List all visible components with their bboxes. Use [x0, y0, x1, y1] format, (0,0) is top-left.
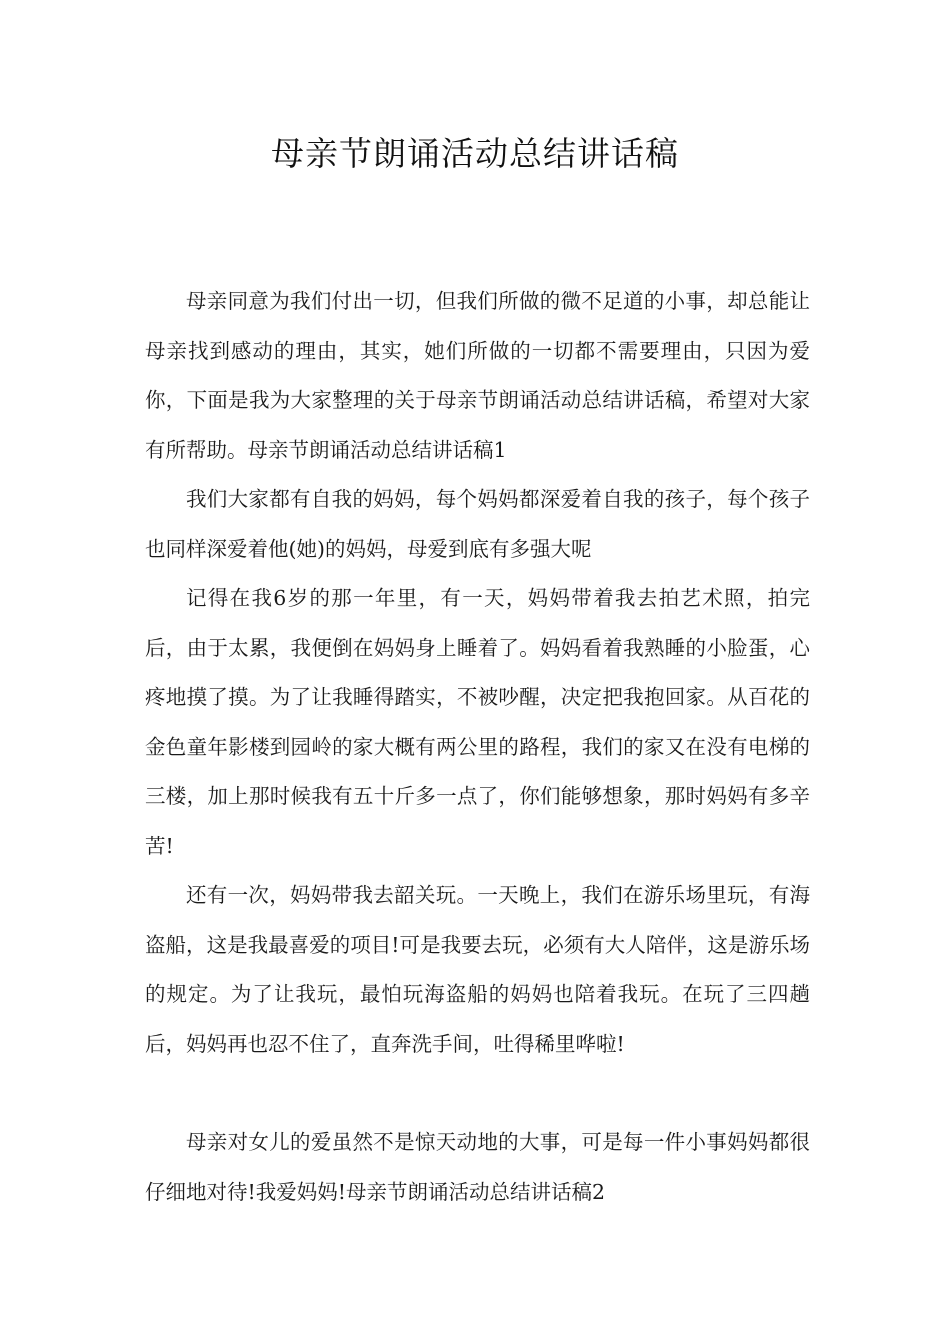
- paragraph-intro: 母亲同意为我们付出一切，但我们所做的微不足道的小事，却总能让母亲找到感动的理由，其实，她们所做的一切都不需要理由，只因为爱你，下面是我为大家整理的关于母亲节朗诵活动总结讲话稿，希望对大家有所帮助。母亲节朗诵活动总结讲话稿1: [145, 289, 810, 462]
- paragraph-conclusion: 母亲对女儿的爱虽然不是惊天动地的大事，可是每一件小事妈妈都很仔细地对待!我爱妈妈!母亲节朗诵活动总结讲话稿2: [145, 1130, 810, 1204]
- paragraph-spacer: [145, 1069, 810, 1118]
- paragraph-photo-memory: 记得在我6岁的那一年里，有一天，妈妈带着我去拍艺术照，拍完后，由于太累，我便倒在妈妈身上睡着了。妈妈看着我熟睡的小脸蛋，心疼地摸了摸。为了让我睡得踏实，不被吵醒，决定把我抱回家。从百花的金色童年影楼到园岭的家大概有两公里的路程，我们的家又在没有电梯的三楼，加上那时候我有五十斤多一点了，你们能够想象，那时妈妈有多辛苦!: [145, 586, 810, 858]
- paragraph-pirate-ship: 还有一次，妈妈带我去韶关玩。一天晚上，我们在游乐场里玩，有海盗船，这是我最喜爱的项目!可是我要去玩，必须有大人陪伴，这是游乐场的规定。为了让我玩，最怕玩海盗船的妈妈也陪着我玩。在玩了三四趟后，妈妈再也忍不住了，直奔洗手间，吐得稀里哗啦!: [145, 883, 810, 1056]
- page-title: 母亲节朗诵活动总结讲话稿: [271, 134, 679, 173]
- paragraph-mothers-love: 我们大家都有自我的妈妈，每个妈妈都深爱着自我的孩子，每个孩子也同样深爱着他(她)的妈妈，母爱到底有多强大呢: [145, 487, 810, 561]
- document-body: [145, 277, 810, 1217]
